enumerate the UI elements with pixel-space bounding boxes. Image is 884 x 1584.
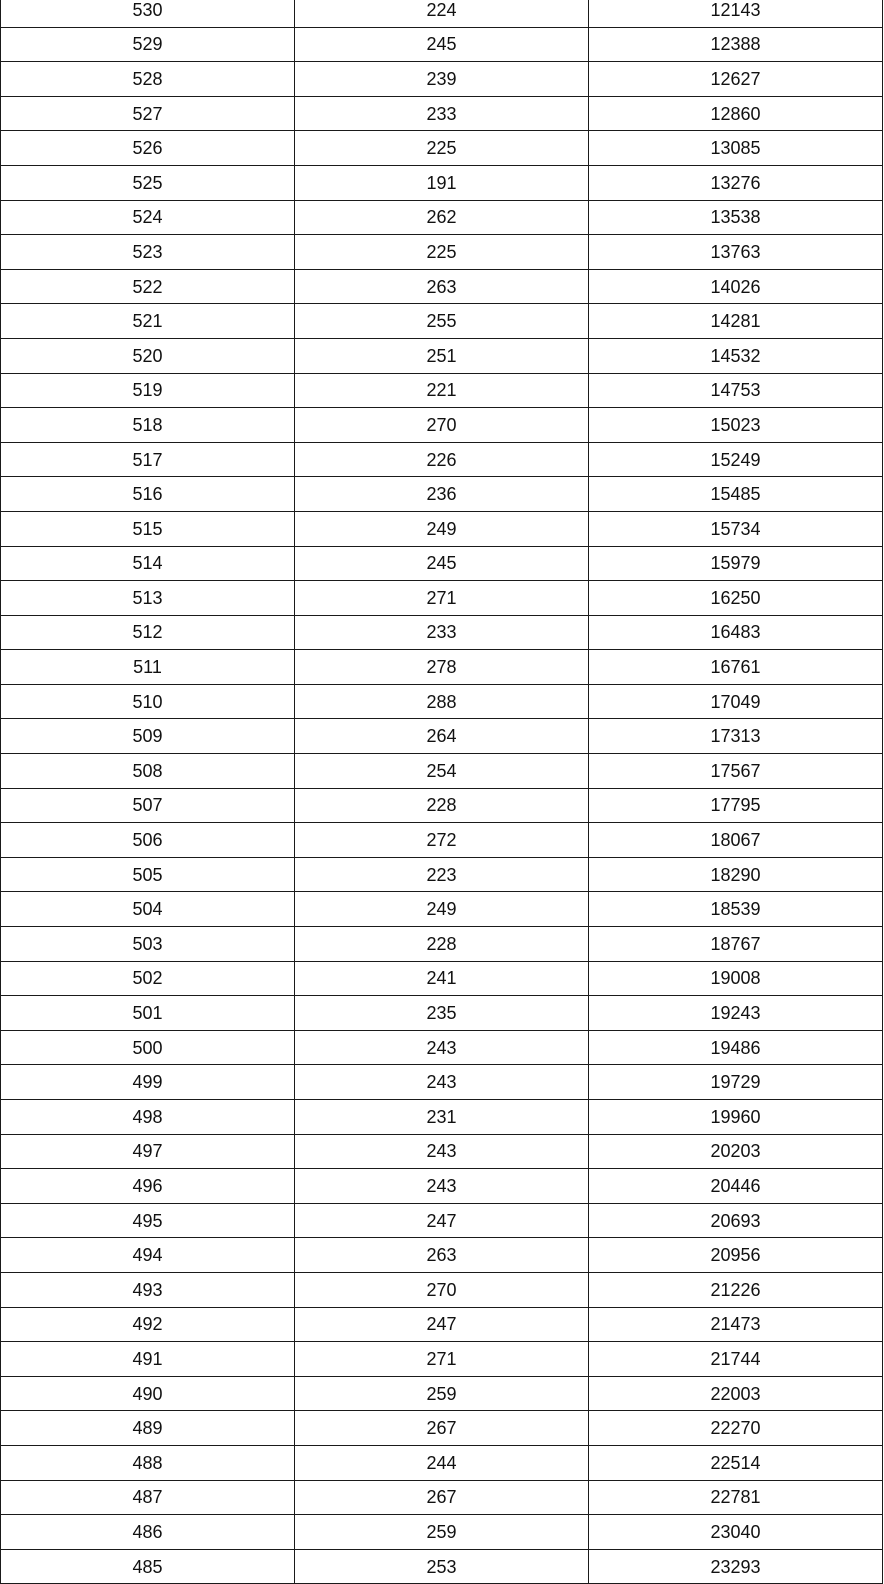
table-row <box>1 408 883 443</box>
count-cell: 255 <box>295 304 589 339</box>
cumulative-cell: 12627 <box>589 62 883 97</box>
score-cell: 496 <box>1 1169 295 1204</box>
count-cell: 231 <box>295 1100 589 1135</box>
score-cell: 500 <box>1 1030 295 1065</box>
score-cell: 529 <box>1 27 295 62</box>
score-cell: 505 <box>1 857 295 892</box>
table-row <box>1 131 883 166</box>
cumulative-cell: 16761 <box>589 650 883 685</box>
score-cell: 507 <box>1 788 295 823</box>
table-row <box>1 1134 883 1169</box>
count-cell: 278 <box>295 650 589 685</box>
table-row <box>1 200 883 235</box>
table-row <box>1 754 883 789</box>
table-row <box>1 269 883 304</box>
score-cell: 492 <box>1 1307 295 1342</box>
score-cell: 490 <box>1 1376 295 1411</box>
cumulative-cell: 22270 <box>589 1411 883 1446</box>
table-row <box>1 996 883 1031</box>
cumulative-cell: 19960 <box>589 1100 883 1135</box>
cumulative-cell: 22514 <box>589 1445 883 1480</box>
count-cell: 233 <box>295 615 589 650</box>
score-cell: 517 <box>1 442 295 477</box>
count-cell: 243 <box>295 1030 589 1065</box>
count-cell: 245 <box>295 546 589 581</box>
table-row <box>1 1065 883 1100</box>
cumulative-cell: 23293 <box>589 1549 883 1584</box>
score-cell: 514 <box>1 546 295 581</box>
score-cell: 494 <box>1 1238 295 1273</box>
table-row <box>1 684 883 719</box>
score-cell: 528 <box>1 62 295 97</box>
cumulative-cell: 12388 <box>589 27 883 62</box>
count-cell: 288 <box>295 684 589 719</box>
count-cell: 243 <box>295 1134 589 1169</box>
cumulative-cell: 15249 <box>589 442 883 477</box>
count-cell: 228 <box>295 788 589 823</box>
table-row <box>1 1272 883 1307</box>
cumulative-cell: 15979 <box>589 546 883 581</box>
cumulative-cell: 15734 <box>589 511 883 546</box>
cumulative-cell: 17313 <box>589 719 883 754</box>
score-cell: 497 <box>1 1134 295 1169</box>
table-row <box>1 1342 883 1377</box>
score-cell: 518 <box>1 408 295 443</box>
count-cell: 262 <box>295 200 589 235</box>
count-cell: 233 <box>295 96 589 131</box>
cumulative-cell: 16250 <box>589 581 883 616</box>
cumulative-cell: 13538 <box>589 200 883 235</box>
table-row <box>1 373 883 408</box>
score-cell: 515 <box>1 511 295 546</box>
score-cell: 519 <box>1 373 295 408</box>
count-cell: 263 <box>295 269 589 304</box>
cumulative-cell: 18767 <box>589 927 883 962</box>
score-cell: 495 <box>1 1203 295 1238</box>
cumulative-cell: 15485 <box>589 477 883 512</box>
score-cell: 504 <box>1 892 295 927</box>
cumulative-cell: 12143 <box>589 0 883 27</box>
table-row <box>1 857 883 892</box>
score-cell: 488 <box>1 1445 295 1480</box>
table-row <box>1 511 883 546</box>
score-cell: 524 <box>1 200 295 235</box>
count-cell: 235 <box>295 996 589 1031</box>
cumulative-cell: 14753 <box>589 373 883 408</box>
table-row <box>1 27 883 62</box>
cumulative-cell: 18290 <box>589 857 883 892</box>
cumulative-cell: 20956 <box>589 1238 883 1273</box>
count-cell: 224 <box>295 0 589 27</box>
table-row <box>1 1307 883 1342</box>
cumulative-cell: 20693 <box>589 1203 883 1238</box>
table-row <box>1 927 883 962</box>
table-row <box>1 788 883 823</box>
count-cell: 259 <box>295 1376 589 1411</box>
cumulative-cell: 14281 <box>589 304 883 339</box>
count-cell: 236 <box>295 477 589 512</box>
cumulative-cell: 23040 <box>589 1515 883 1550</box>
count-cell: 267 <box>295 1480 589 1515</box>
table-row <box>1 1169 883 1204</box>
score-cell: 508 <box>1 754 295 789</box>
table-row <box>1 961 883 996</box>
table-row <box>1 442 883 477</box>
table-row <box>1 1411 883 1446</box>
cumulative-cell: 17049 <box>589 684 883 719</box>
count-cell: 259 <box>295 1515 589 1550</box>
count-cell: 239 <box>295 62 589 97</box>
score-cell: 510 <box>1 684 295 719</box>
table-row <box>1 1238 883 1273</box>
count-cell: 245 <box>295 27 589 62</box>
cumulative-cell: 21226 <box>589 1272 883 1307</box>
cumulative-cell: 22003 <box>589 1376 883 1411</box>
score-cell: 521 <box>1 304 295 339</box>
table-row <box>1 477 883 512</box>
cumulative-cell: 19008 <box>589 961 883 996</box>
score-cell: 503 <box>1 927 295 962</box>
cumulative-cell: 20203 <box>589 1134 883 1169</box>
cumulative-cell: 16483 <box>589 615 883 650</box>
count-cell: 249 <box>295 511 589 546</box>
table-row <box>1 338 883 373</box>
table-row <box>1 1376 883 1411</box>
count-cell: 264 <box>295 719 589 754</box>
cumulative-cell: 22781 <box>589 1480 883 1515</box>
score-cell: 501 <box>1 996 295 1031</box>
count-cell: 251 <box>295 338 589 373</box>
table-row <box>1 62 883 97</box>
count-cell: 272 <box>295 823 589 858</box>
cumulative-cell: 13276 <box>589 165 883 200</box>
cumulative-cell: 18539 <box>589 892 883 927</box>
count-cell: 247 <box>295 1307 589 1342</box>
table-row <box>1 581 883 616</box>
table-row <box>1 1480 883 1515</box>
table-row <box>1 1030 883 1065</box>
table-row <box>1 615 883 650</box>
score-cell: 522 <box>1 269 295 304</box>
score-cell: 527 <box>1 96 295 131</box>
cumulative-cell: 17795 <box>589 788 883 823</box>
cumulative-cell: 19243 <box>589 996 883 1031</box>
table-row <box>1 165 883 200</box>
count-cell: 241 <box>295 961 589 996</box>
count-cell: 267 <box>295 1411 589 1446</box>
cumulative-cell: 14532 <box>589 338 883 373</box>
cumulative-cell: 21473 <box>589 1307 883 1342</box>
score-cell: 487 <box>1 1480 295 1515</box>
cumulative-cell: 19486 <box>589 1030 883 1065</box>
cumulative-cell: 18067 <box>589 823 883 858</box>
score-cell: 485 <box>1 1549 295 1584</box>
table-row <box>1 719 883 754</box>
count-cell: 225 <box>295 131 589 166</box>
table-row <box>1 304 883 339</box>
cumulative-cell: 13085 <box>589 131 883 166</box>
score-cell: 513 <box>1 581 295 616</box>
cumulative-cell: 21744 <box>589 1342 883 1377</box>
score-cell: 499 <box>1 1065 295 1100</box>
count-cell: 226 <box>295 442 589 477</box>
table-row <box>1 1203 883 1238</box>
table-row <box>1 1100 883 1135</box>
count-cell: 263 <box>295 1238 589 1273</box>
score-cell: 520 <box>1 338 295 373</box>
score-cell: 512 <box>1 615 295 650</box>
table-row <box>1 96 883 131</box>
table-row <box>1 1549 883 1584</box>
count-cell: 253 <box>295 1549 589 1584</box>
table-row <box>1 650 883 685</box>
score-cell: 525 <box>1 165 295 200</box>
count-cell: 270 <box>295 1272 589 1307</box>
count-cell: 244 <box>295 1445 589 1480</box>
count-cell: 271 <box>295 581 589 616</box>
cumulative-cell: 19729 <box>589 1065 883 1100</box>
score-cell: 491 <box>1 1342 295 1377</box>
count-cell: 228 <box>295 927 589 962</box>
table-row <box>1 1445 883 1480</box>
count-cell: 247 <box>295 1203 589 1238</box>
table-body <box>1 0 883 1584</box>
table-row <box>1 823 883 858</box>
score-cell: 516 <box>1 477 295 512</box>
score-cell: 498 <box>1 1100 295 1135</box>
score-cell: 511 <box>1 650 295 685</box>
cumulative-cell: 20446 <box>589 1169 883 1204</box>
count-cell: 271 <box>295 1342 589 1377</box>
cumulative-cell: 12860 <box>589 96 883 131</box>
count-cell: 254 <box>295 754 589 789</box>
count-cell: 270 <box>295 408 589 443</box>
score-cell: 502 <box>1 961 295 996</box>
count-cell: 223 <box>295 857 589 892</box>
score-cell: 526 <box>1 131 295 166</box>
count-cell: 225 <box>295 235 589 270</box>
count-cell: 221 <box>295 373 589 408</box>
cumulative-cell: 13763 <box>589 235 883 270</box>
cumulative-cell: 14026 <box>589 269 883 304</box>
score-cell: 486 <box>1 1515 295 1550</box>
count-cell: 249 <box>295 892 589 927</box>
table-row <box>1 0 883 27</box>
count-cell: 191 <box>295 165 589 200</box>
score-cell: 489 <box>1 1411 295 1446</box>
table-row <box>1 546 883 581</box>
score-cell: 506 <box>1 823 295 858</box>
score-cell: 530 <box>1 0 295 27</box>
score-cell: 509 <box>1 719 295 754</box>
table-row <box>1 892 883 927</box>
cumulative-cell: 17567 <box>589 754 883 789</box>
count-cell: 243 <box>295 1065 589 1100</box>
cumulative-cell: 15023 <box>589 408 883 443</box>
score-cell: 493 <box>1 1272 295 1307</box>
score-cell: 523 <box>1 235 295 270</box>
count-cell: 243 <box>295 1169 589 1204</box>
table-row <box>1 235 883 270</box>
